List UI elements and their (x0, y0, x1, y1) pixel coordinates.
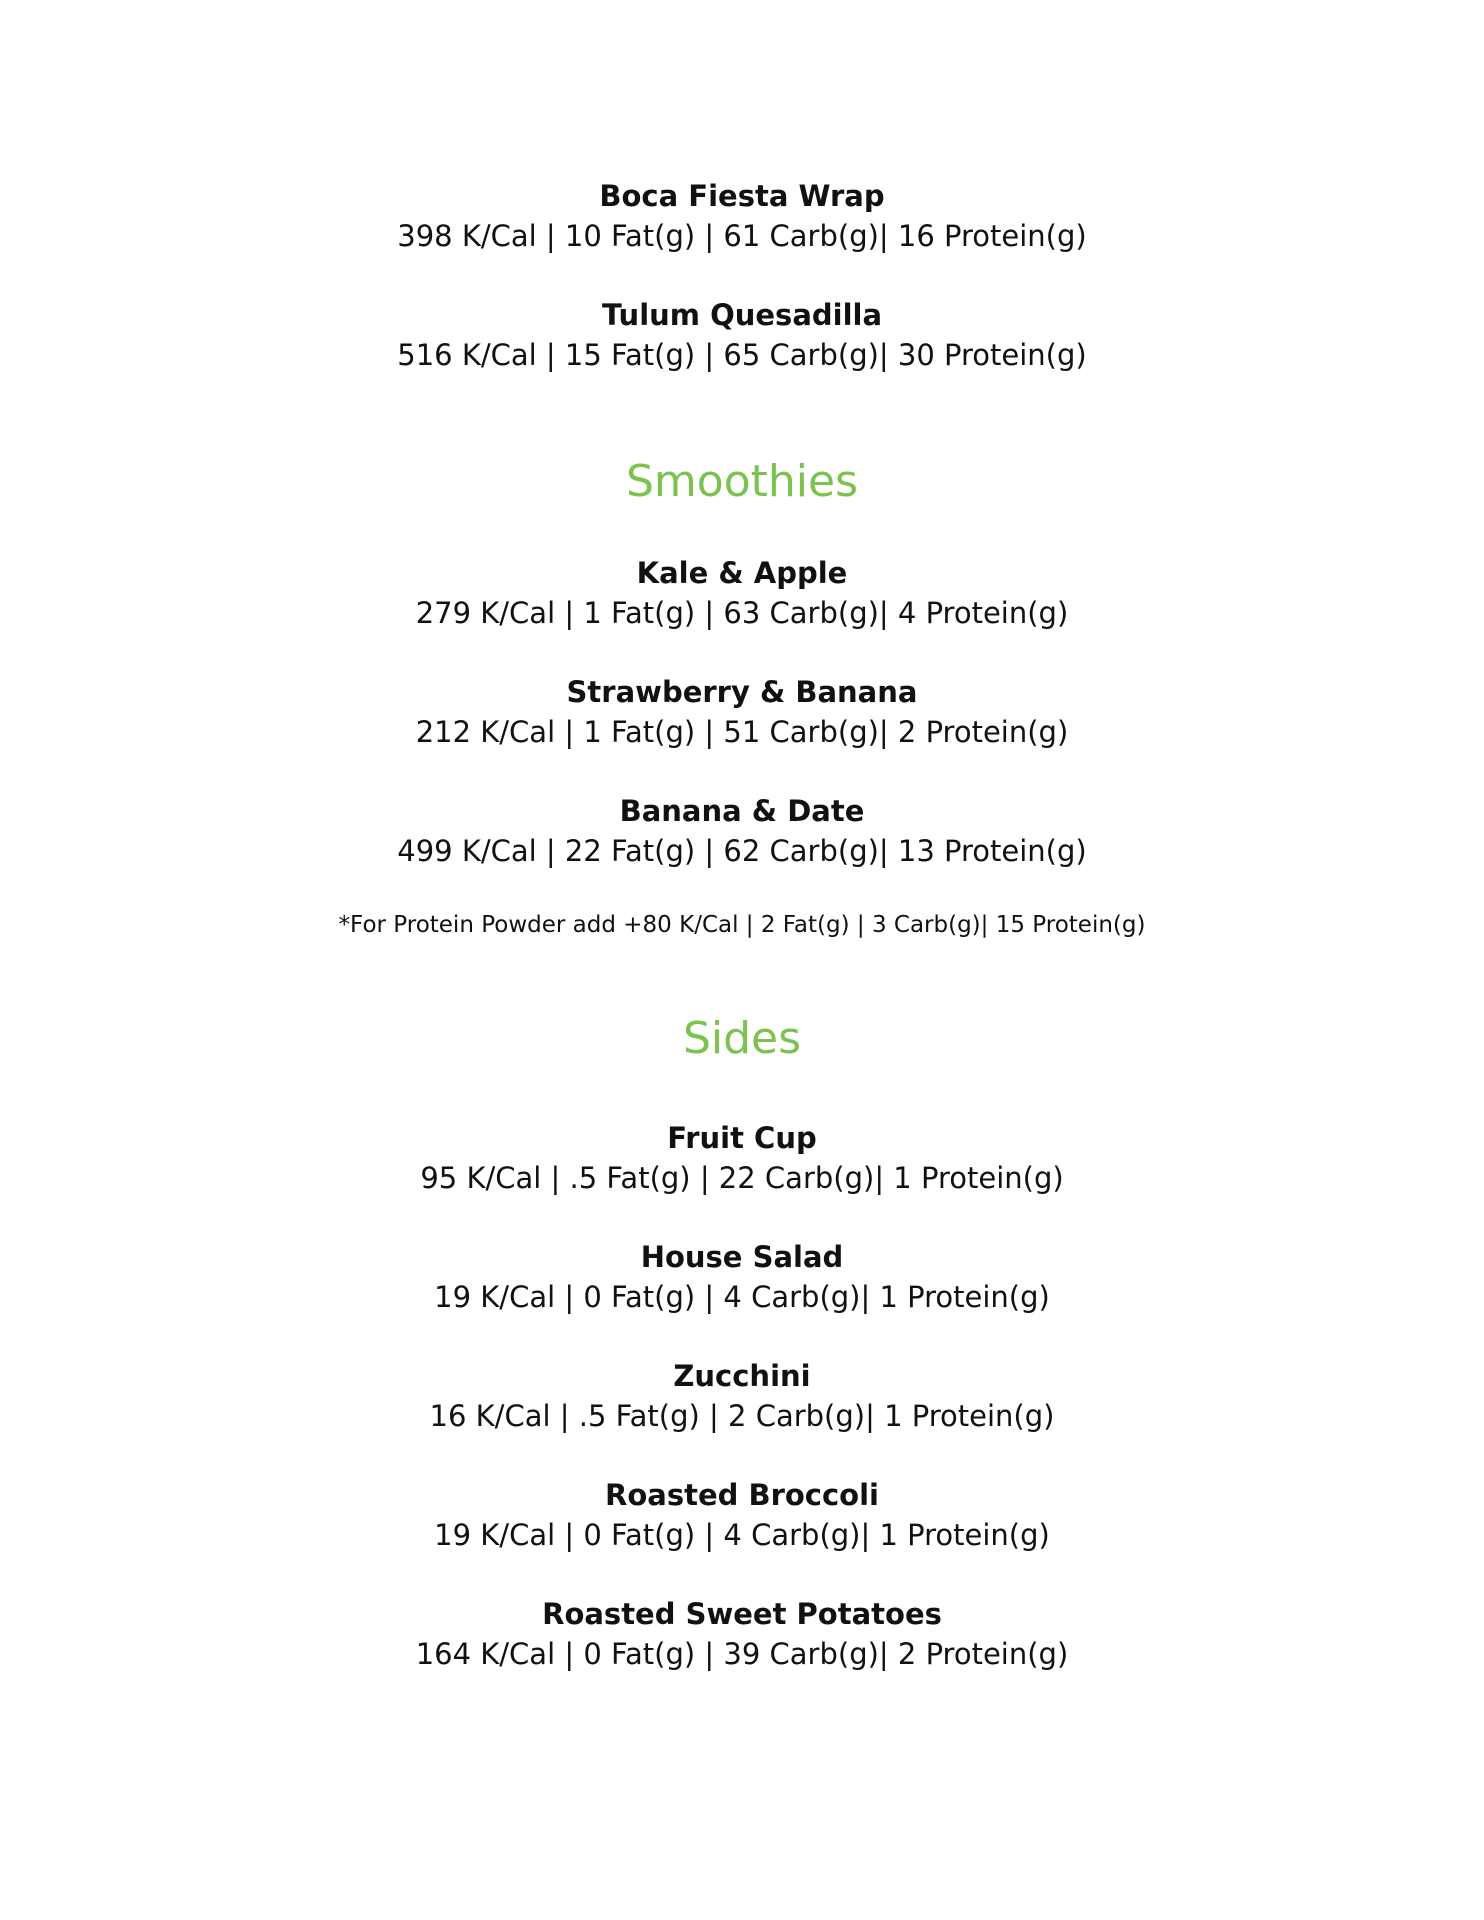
item-name: House Salad (640, 1240, 844, 1274)
menu-item (0, 1594, 1484, 1674)
item-name: Fruit Cup (667, 1121, 817, 1155)
menu-item (0, 176, 1484, 256)
item-name: Strawberry & Banana (566, 675, 918, 709)
menu-item (0, 791, 1484, 871)
menu-item (0, 1356, 1484, 1436)
item-nutrition: 398 K/Cal | 10 Fat(g) | 61 Carb(g)| 16 Protein(g) (397, 219, 1087, 253)
section-heading-sides: Sides (682, 1013, 802, 1064)
item-name: Roasted Broccoli (605, 1478, 879, 1512)
item-name: Banana & Date (619, 794, 865, 828)
item-name: Zucchini (673, 1359, 811, 1393)
item-name: Tulum Quesadilla (601, 298, 883, 332)
item-nutrition: 212 K/Cal | 1 Fat(g) | 51 Carb(g)| 2 Protein(g) (415, 715, 1069, 749)
item-nutrition: 164 K/Cal | 0 Fat(g) | 39 Carb(g)| 2 Protein(g) (415, 1637, 1069, 1671)
menu-item (0, 1118, 1484, 1198)
menu-item (0, 672, 1484, 752)
item-name: Boca Fiesta Wrap (599, 179, 885, 213)
menu-item (0, 295, 1484, 375)
item-nutrition: 95 K/Cal | .5 Fat(g) | 22 Carb(g)| 1 Protein(g) (420, 1161, 1064, 1195)
protein-powder-note: *For Protein Powder add +80 K/Cal | 2 Fat(g) | 3 Carb(g)| 15 Protein(g) (338, 912, 1146, 938)
item-nutrition: 279 K/Cal | 1 Fat(g) | 63 Carb(g)| 4 Protein(g) (415, 596, 1069, 630)
item-name: Kale & Apple (636, 556, 848, 590)
menu-item (0, 1475, 1484, 1555)
section-heading-smoothies: Smoothies (626, 456, 858, 507)
item-nutrition: 19 K/Cal | 0 Fat(g) | 4 Carb(g)| 1 Protein(g) (434, 1518, 1050, 1552)
item-name: Roasted Sweet Potatoes (542, 1597, 942, 1631)
menu-item (0, 553, 1484, 633)
item-nutrition: 499 K/Cal | 22 Fat(g) | 62 Carb(g)| 13 Protein(g) (397, 834, 1087, 868)
item-nutrition: 516 K/Cal | 15 Fat(g) | 65 Carb(g)| 30 Protein(g) (397, 338, 1087, 372)
item-nutrition: 16 K/Cal | .5 Fat(g) | 2 Carb(g)| 1 Protein(g) (429, 1399, 1055, 1433)
item-nutrition: 19 K/Cal | 0 Fat(g) | 4 Carb(g)| 1 Protein(g) (434, 1280, 1050, 1314)
menu-item (0, 1237, 1484, 1317)
